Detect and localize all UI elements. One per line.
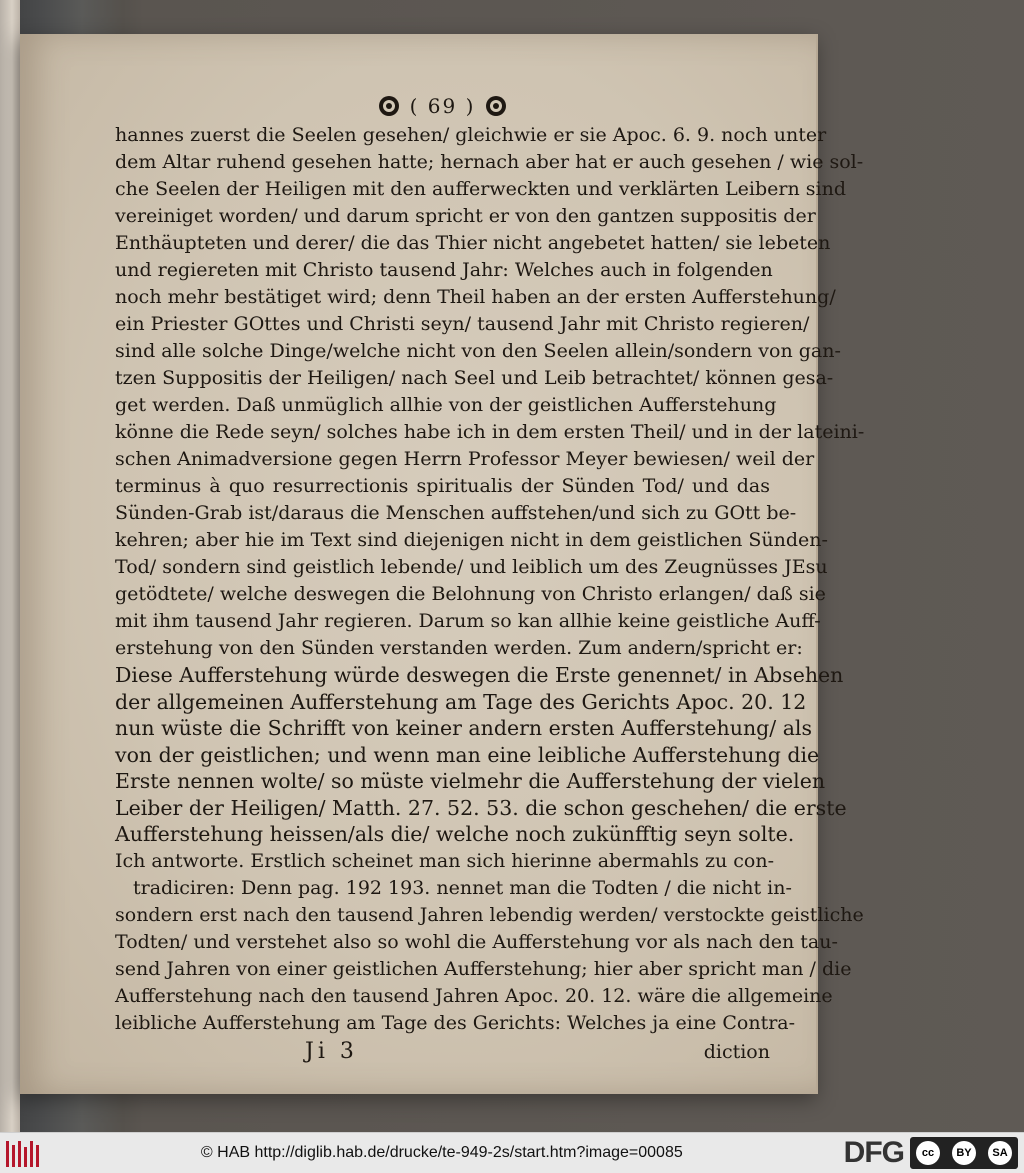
text-line: noch mehr bestätiget wird; denn Theil haben an der ersten Aufferstehung/	[115, 286, 836, 308]
text-line: ein Priester GOttes und Christi seyn/ tausend Jahr mit Christo regieren/	[115, 313, 810, 335]
sa-badge: SA	[988, 1141, 1012, 1165]
cc-by-sa-icon	[910, 1137, 1018, 1169]
text-line: Tod/ sondern sind geistlich lebende/ und leiblich um des Zeugnüsses JEsu	[115, 556, 828, 578]
credit-text: © HAB http://diglib.hab.de/drucke/te-949-2s/start.htm?image=00085	[200, 1144, 683, 1161]
catchword: diction	[703, 1040, 770, 1063]
text-line: von der geistlichen; und wenn man eine leibliche Aufferstehung die	[115, 742, 820, 767]
page-footer	[115, 1039, 770, 1069]
text-line: che Seelen der Heiligen mit den aufferweckten und verklärten Leibern sind	[115, 178, 846, 200]
text-line: tradiciren: Denn pag. 192 193. nennet man die Todten / die nicht in-	[133, 876, 792, 899]
page-number: ( 69 )	[409, 94, 476, 118]
signature-mark: Ji 3	[305, 1038, 358, 1064]
text-line: Sünden-Grab ist/daraus die Menschen auffstehen/und sich zu GOtt be-	[115, 502, 797, 524]
text-line: Aufferstehung nach den tausend Jahren Apoc. 20. 12. wäre die allgemeine	[115, 984, 833, 1007]
text-line: kehren; aber hie im Text sind diejenigen nicht in dem geistlichen Sünden-	[115, 529, 828, 551]
by-badge: BY	[952, 1141, 976, 1165]
footer-bar	[0, 1132, 1024, 1173]
text-line: Todten/ und verstehet also so wohl die Aufferstehung vor als nach den tau-	[115, 930, 838, 953]
text-line: könne die Rede seyn/ solches habe ich in dem ersten Theil/ und in der lateini-	[115, 421, 865, 443]
text-line: der allgemeinen Aufferstehung am Tage des Gerichts Apoc. 20. 12	[115, 689, 807, 714]
text-line: nun wüste die Schrifft von keiner andern ersten Aufferstehung/ als	[115, 716, 812, 740]
rosette-icon	[378, 95, 400, 117]
text-line: Enthäupteten und derer/ die das Thier nicht angebetet hatten/ sie lebeten	[115, 232, 831, 254]
text-line: Aufferstehung heissen/als die/ welche noch zukünfftig seyn solte.	[115, 822, 795, 846]
page-header	[115, 92, 770, 120]
cc-badge: cc	[916, 1141, 940, 1165]
text-line: erstehung von den Sünden verstanden werden. Zum andern/spricht er:	[115, 637, 803, 659]
hab-logo-icon	[6, 1139, 40, 1167]
text-line: get werden. Daß unmüglich allhie von der geistlichen Aufferstehung	[115, 394, 777, 416]
text-line: und regiereten mit Christo tausend Jahr: Welches auch in folgenden	[115, 259, 773, 281]
text-line: Erste nennen wolte/ so müste vielmehr die Aufferstehung der vielen	[115, 769, 826, 793]
text-line: Ich antworte. Erstlich scheinet man sich hierinne abermahls zu con-	[115, 849, 775, 872]
dfg-logo: DFG	[843, 1136, 904, 1169]
text-line: sind alle solche Dinge/welche nicht von den Seelen allein/sondern von gan-	[115, 340, 841, 362]
text-line: schen Animadversione gegen Herrn Professor Meyer bewiesen/ weil der	[115, 448, 815, 470]
text-line: Diese Aufferstehung würde deswegen die Erste genennet/ in Absehen	[115, 663, 844, 687]
text-line: sondern erst nach den tausend Jahren lebendig werden/ verstockte geistliche	[115, 903, 864, 926]
text-line: send Jahren von einer geistlichen Aufferstehung; hier aber spricht man / die	[115, 957, 852, 980]
rosette-icon	[485, 95, 507, 117]
text-line: leibliche Aufferstehung am Tage des Gerichts: Welches ja eine Contra-	[115, 1011, 796, 1034]
text-line: hannes zuerst die Seelen gesehen/ gleichwie er sie Apoc. 6. 9. noch unter	[115, 124, 827, 146]
text-line: dem Altar ruhend gesehen hatte; hernach aber hat er auch gesehen / wie sol-	[115, 151, 864, 173]
text-line: getödtete/ welche deswegen die Belohnung von Christo erlangen/ daß sie	[115, 583, 826, 605]
text-line: vereiniget worden/ und darum spricht er von den gantzen suppositis der	[115, 205, 816, 227]
text-line: Leiber der Heiligen/ Matth. 27. 52. 53. die schon geschehen/ die erste	[115, 795, 847, 820]
text-line: mit ihm tausend Jahr regieren. Darum so kan allhie keine geistliche Auff-	[115, 610, 821, 632]
text-line: terminus à quo resurrectionis spiritualis der Sünden Tod/ und das	[115, 475, 770, 497]
text-line: tzen Suppositis der Heiligen/ nach Seel und Leib betrachtet/ können gesa-	[115, 367, 834, 389]
page-text	[115, 92, 865, 1069]
